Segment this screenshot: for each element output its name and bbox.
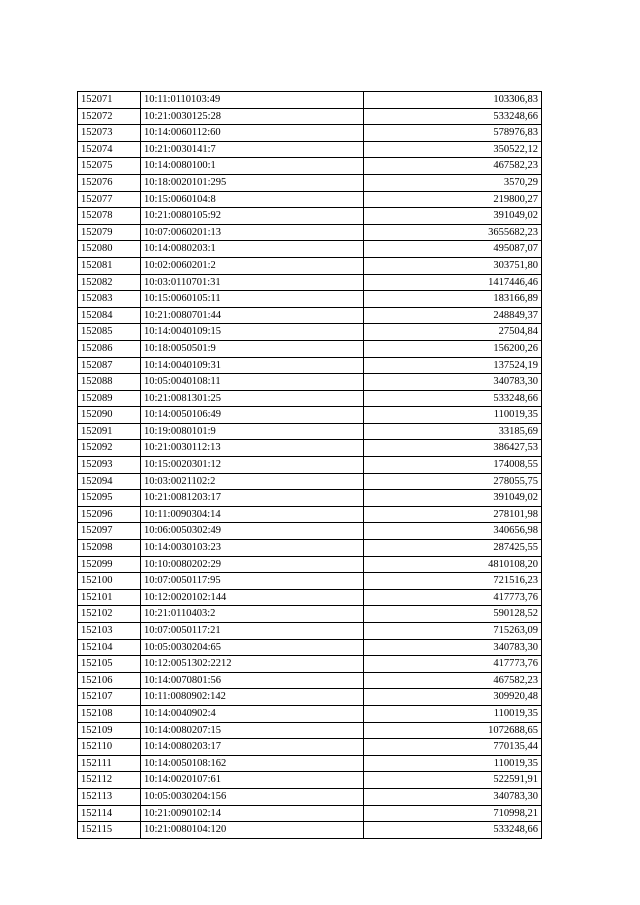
table-row (78, 307, 542, 324)
table-row (78, 523, 542, 540)
table-row (78, 291, 542, 308)
cadastral-value-cell: 183166,89 (364, 291, 542, 308)
table-row (78, 705, 542, 722)
row-number-cell: 152113 (78, 788, 141, 805)
cadastral-number-cell: 10:21:0030141:7 (141, 141, 364, 158)
table-row (78, 340, 542, 357)
cadastral-number-cell: 10:21:0081203:17 (141, 490, 364, 507)
cadastral-value-cell: 391049,02 (364, 490, 542, 507)
table-row (78, 374, 542, 391)
cadastral-value-cell: 578976,83 (364, 125, 542, 142)
cadastral-number-cell: 10:14:0070801:56 (141, 672, 364, 689)
table-row (78, 623, 542, 640)
table-row (78, 689, 542, 706)
table-row (78, 606, 542, 623)
row-number-cell: 152096 (78, 506, 141, 523)
cadastral-number-cell: 10:21:0090102:14 (141, 805, 364, 822)
table-row (78, 490, 542, 507)
cadastral-number-cell: 10:11:0110103:49 (141, 92, 364, 109)
table-row (78, 174, 542, 191)
cadastral-value-cell: 710998,21 (364, 805, 542, 822)
row-number-cell: 152076 (78, 174, 141, 191)
cadastral-number-cell: 10:14:0040109:15 (141, 324, 364, 341)
row-number-cell: 152080 (78, 241, 141, 258)
cadastral-value-cell: 156200,26 (364, 340, 542, 357)
cadastral-value-cell: 1417446,46 (364, 274, 542, 291)
cadastral-number-cell: 10:12:0020102:144 (141, 589, 364, 606)
row-number-cell: 152111 (78, 755, 141, 772)
table-row (78, 540, 542, 557)
row-number-cell: 152105 (78, 656, 141, 673)
row-number-cell: 152090 (78, 407, 141, 424)
cadastral-number-cell: 10:07:0060201:13 (141, 224, 364, 241)
cadastral-number-cell: 10:11:0080902:142 (141, 689, 364, 706)
row-number-cell: 152077 (78, 191, 141, 208)
table-row (78, 772, 542, 789)
cadastral-number-cell: 10:15:0020301:12 (141, 457, 364, 474)
cadastral-number-cell: 10:07:0050117:21 (141, 623, 364, 640)
cadastral-number-cell: 10:21:0030125:28 (141, 108, 364, 125)
cadastral-number-cell: 10:14:0020107:61 (141, 772, 364, 789)
row-number-cell: 152101 (78, 589, 141, 606)
document-page (77, 91, 541, 839)
cadastral-value-cell: 103306,83 (364, 92, 542, 109)
cadastral-number-cell: 10:02:0060201:2 (141, 257, 364, 274)
cadastral-value-cell: 340656,98 (364, 523, 542, 540)
cadastral-number-cell: 10:05:0030204:156 (141, 788, 364, 805)
row-number-cell: 152094 (78, 473, 141, 490)
table-row (78, 722, 542, 739)
cadastral-value-cell: 467582,23 (364, 158, 542, 175)
table-row (78, 639, 542, 656)
cadastral-number-cell: 10:18:0050501:9 (141, 340, 364, 357)
cadastral-number-cell: 10:14:0050108:162 (141, 755, 364, 772)
row-number-cell: 152089 (78, 390, 141, 407)
table-row (78, 324, 542, 341)
cadastral-number-cell: 10:21:0030112:13 (141, 440, 364, 457)
cadastral-number-cell: 10:03:0021102:2 (141, 473, 364, 490)
cadastral-number-cell: 10:19:0080101:9 (141, 423, 364, 440)
row-number-cell: 152097 (78, 523, 141, 540)
row-number-cell: 152098 (78, 540, 141, 557)
row-number-cell: 152092 (78, 440, 141, 457)
table-row (78, 224, 542, 241)
cadastral-number-cell: 10:14:0030103:23 (141, 540, 364, 557)
cadastral-number-cell: 10:06:0050302:49 (141, 523, 364, 540)
table-row (78, 125, 542, 142)
cadastral-value-cell: 174008,55 (364, 457, 542, 474)
row-number-cell: 152102 (78, 606, 141, 623)
row-number-cell: 152085 (78, 324, 141, 341)
table-row (78, 241, 542, 258)
row-number-cell: 152078 (78, 208, 141, 225)
cadastral-value-cell: 522591,91 (364, 772, 542, 789)
row-number-cell: 152108 (78, 705, 141, 722)
cadastral-number-cell: 10:12:0051302:2212 (141, 656, 364, 673)
cadastral-number-cell: 10:15:0060105:11 (141, 291, 364, 308)
cadastral-value-cell: 278101,98 (364, 506, 542, 523)
cadastral-value-cell: 467582,23 (364, 672, 542, 689)
row-number-cell: 152073 (78, 125, 141, 142)
cadastral-number-cell: 10:07:0050117:95 (141, 573, 364, 590)
row-number-cell: 152099 (78, 556, 141, 573)
cadastral-value-cell: 1072688,65 (364, 722, 542, 739)
cadastral-value-cell: 4810108,20 (364, 556, 542, 573)
table-row (78, 506, 542, 523)
table-row (78, 755, 542, 772)
row-number-cell: 152107 (78, 689, 141, 706)
cadastral-value-cell: 110019,35 (364, 755, 542, 772)
table-row (78, 556, 542, 573)
row-number-cell: 152082 (78, 274, 141, 291)
row-number-cell: 152072 (78, 108, 141, 125)
cadastral-number-cell: 10:21:0080104:120 (141, 822, 364, 839)
row-number-cell: 152074 (78, 141, 141, 158)
cadastral-number-cell: 10:10:0080202:29 (141, 556, 364, 573)
row-number-cell: 152095 (78, 490, 141, 507)
row-number-cell: 152106 (78, 672, 141, 689)
cadastral-value-cell: 110019,35 (364, 705, 542, 722)
cadastral-value-cell: 417773,76 (364, 656, 542, 673)
table-row (78, 656, 542, 673)
cadastral-number-cell: 10:03:0110701:31 (141, 274, 364, 291)
cadastral-value-cell: 386427,53 (364, 440, 542, 457)
table-row (78, 573, 542, 590)
cadastral-number-cell: 10:15:0060104:8 (141, 191, 364, 208)
cadastral-number-cell: 10:05:0030204:65 (141, 639, 364, 656)
table-row (78, 390, 542, 407)
cadastral-value-cell: 137524,19 (364, 357, 542, 374)
row-number-cell: 152087 (78, 357, 141, 374)
cadastral-value-table (77, 91, 542, 839)
row-number-cell: 152086 (78, 340, 141, 357)
cadastral-value-cell: 590128,52 (364, 606, 542, 623)
table-row (78, 274, 542, 291)
table-row (78, 92, 542, 109)
cadastral-value-cell: 3570,29 (364, 174, 542, 191)
cadastral-number-cell: 10:14:0080100:1 (141, 158, 364, 175)
cadastral-value-cell: 340783,30 (364, 374, 542, 391)
cadastral-value-cell: 219800,27 (364, 191, 542, 208)
cadastral-value-cell: 721516,23 (364, 573, 542, 590)
cadastral-number-cell: 10:21:0110403:2 (141, 606, 364, 623)
table-row (78, 822, 542, 839)
row-number-cell: 152110 (78, 739, 141, 756)
cadastral-value-cell: 27504,84 (364, 324, 542, 341)
cadastral-number-cell: 10:14:0050106:49 (141, 407, 364, 424)
table-row (78, 589, 542, 606)
cadastral-value-cell: 495087,07 (364, 241, 542, 258)
row-number-cell: 152114 (78, 805, 141, 822)
cadastral-number-cell: 10:21:0080701:44 (141, 307, 364, 324)
cadastral-number-cell: 10:14:0040109:31 (141, 357, 364, 374)
cadastral-value-cell: 533248,66 (364, 108, 542, 125)
cadastral-value-cell: 533248,66 (364, 390, 542, 407)
cadastral-value-cell: 3655682,23 (364, 224, 542, 241)
cadastral-value-cell: 278055,75 (364, 473, 542, 490)
cadastral-value-cell: 417773,76 (364, 589, 542, 606)
table-row (78, 357, 542, 374)
cadastral-number-cell: 10:14:0080203:17 (141, 739, 364, 756)
row-number-cell: 152088 (78, 374, 141, 391)
table-row (78, 108, 542, 125)
cadastral-value-cell: 391049,02 (364, 208, 542, 225)
table-row (78, 423, 542, 440)
row-number-cell: 152071 (78, 92, 141, 109)
table-row (78, 788, 542, 805)
row-number-cell: 152100 (78, 573, 141, 590)
cadastral-value-cell: 340783,30 (364, 788, 542, 805)
table-row (78, 141, 542, 158)
cadastral-value-cell: 350522,12 (364, 141, 542, 158)
row-number-cell: 152103 (78, 623, 141, 640)
cadastral-number-cell: 10:11:0090304:14 (141, 506, 364, 523)
cadastral-number-cell: 10:14:0060112:60 (141, 125, 364, 142)
row-number-cell: 152075 (78, 158, 141, 175)
table-row (78, 407, 542, 424)
row-number-cell: 152112 (78, 772, 141, 789)
cadastral-value-cell: 770135,44 (364, 739, 542, 756)
row-number-cell: 152104 (78, 639, 141, 656)
table-row (78, 672, 542, 689)
cadastral-value-cell: 303751,80 (364, 257, 542, 274)
row-number-cell: 152093 (78, 457, 141, 474)
row-number-cell: 152091 (78, 423, 141, 440)
cadastral-number-cell: 10:21:0080105:92 (141, 208, 364, 225)
cadastral-value-cell: 309920,48 (364, 689, 542, 706)
table-row (78, 457, 542, 474)
row-number-cell: 152084 (78, 307, 141, 324)
cadastral-value-cell: 33185,69 (364, 423, 542, 440)
cadastral-value-cell: 287425,55 (364, 540, 542, 557)
cadastral-number-cell: 10:14:0080203:1 (141, 241, 364, 258)
row-number-cell: 152083 (78, 291, 141, 308)
table-body (78, 92, 542, 839)
row-number-cell: 152109 (78, 722, 141, 739)
table-row (78, 440, 542, 457)
cadastral-value-cell: 533248,66 (364, 822, 542, 839)
table-row (78, 473, 542, 490)
table-row (78, 191, 542, 208)
cadastral-value-cell: 340783,30 (364, 639, 542, 656)
table-row (78, 739, 542, 756)
cadastral-value-cell: 110019,35 (364, 407, 542, 424)
cadastral-number-cell: 10:05:0040108:11 (141, 374, 364, 391)
row-number-cell: 152115 (78, 822, 141, 839)
table-row (78, 257, 542, 274)
row-number-cell: 152081 (78, 257, 141, 274)
cadastral-value-cell: 715263,09 (364, 623, 542, 640)
table-row (78, 805, 542, 822)
cadastral-number-cell: 10:14:0040902:4 (141, 705, 364, 722)
cadastral-number-cell: 10:18:0020101:295 (141, 174, 364, 191)
cadastral-number-cell: 10:21:0081301:25 (141, 390, 364, 407)
cadastral-number-cell: 10:14:0080207:15 (141, 722, 364, 739)
row-number-cell: 152079 (78, 224, 141, 241)
cadastral-value-cell: 248849,37 (364, 307, 542, 324)
table-row (78, 158, 542, 175)
table-row (78, 208, 542, 225)
